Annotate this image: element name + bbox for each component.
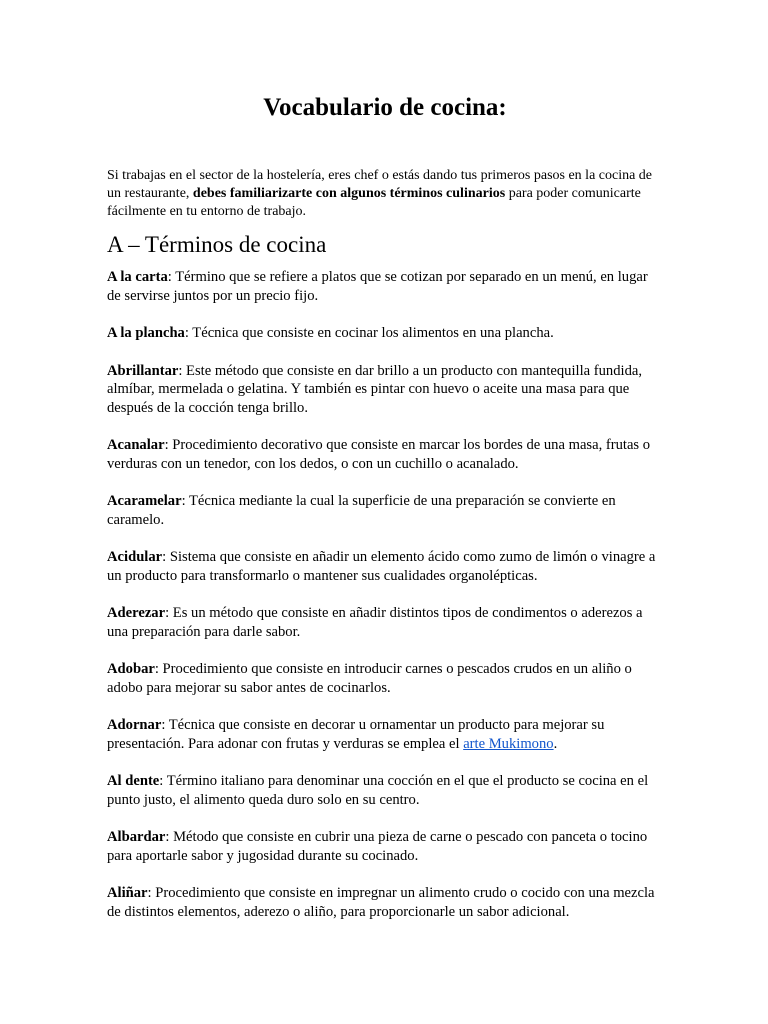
glossary-entry: [107, 716, 663, 753]
entry-term: A la carta: [107, 269, 168, 285]
entry-definition: : Término que se refiere a platos que se cotizan por separado en un menú, en lugar de servirse juntos por un precio fijo.: [107, 269, 648, 304]
intro-text-bold: debes familiarizarte con algunos términos culinarios: [192, 186, 506, 201]
entry-definition-end: .: [553, 735, 558, 752]
entry-term: Acaramelar: [107, 493, 182, 509]
entry-term: Albardar: [107, 829, 166, 845]
glossary-entry: [107, 660, 663, 697]
glossary-entry: [107, 362, 663, 418]
entry-term: Adornar: [107, 717, 162, 733]
entry-definition: : Este método que consiste en dar brillo a un producto con mantequilla fundida, almíbar, mermelada o gelatina. Y también es pintar con huevo o aceite una masa para que después de la cocción tenga brillo.: [107, 362, 642, 416]
glossary-list: [107, 268, 663, 940]
entry-definition: : Término italiano para denominar una cocción en el que el producto se cocina en el punto justo, el alimento queda duro solo en su centro.: [107, 773, 649, 808]
entry-definition: : Procedimiento que consiste en introducir carnes o pescados crudos en un aliño o adobo para mejorar su sabor antes de cocinarlos.: [107, 661, 632, 696]
intro-text-before: Si trabajas en el sector de la hostelería, eres chef o estás dando tus primeros pasos en la cocina de un restaurante,: [107, 168, 653, 201]
entry-term: Acidular: [107, 549, 163, 565]
glossary-entry: [107, 548, 663, 585]
entry-definition: : Procedimiento decorativo que consiste en marcar los bordes de una masa, frutas o verduras con un tenedor, con los dedos, o con un cuchillo o acanalado.: [107, 437, 651, 472]
entry-definition: : Método que consiste en cubrir una pieza de carne o pescado con panceta o tocino para aportarle sabor y jugosidad durante su cocinado.: [107, 829, 648, 864]
entry-term: Aliñar: [107, 885, 148, 901]
mukimono-link[interactable]: arte Mukimono: [463, 735, 554, 752]
glossary-entry: [107, 492, 663, 529]
entry-term: Adobar: [107, 661, 155, 677]
intro-paragraph: [107, 167, 663, 221]
glossary-entry: [107, 884, 663, 921]
entry-definition: : Es un método que consiste en añadir distintos tipos de condimentos o aderezos a una preparación para darle sabor.: [107, 605, 643, 640]
entry-term: Acanalar: [107, 437, 165, 453]
glossary-entry: [107, 436, 663, 473]
entry-term: A la plancha: [107, 325, 185, 341]
entry-definition: : Sistema que consiste en añadir un elemento ácido como zumo de limón o vinagre a un producto para transformarlo o mantener sus cualidades organolépticas.: [107, 549, 656, 584]
glossary-entry: [107, 324, 663, 343]
glossary-entry: [107, 604, 663, 641]
glossary-entry: [107, 268, 663, 305]
entry-term: Al dente: [107, 773, 160, 789]
entry-term: Aderezar: [107, 605, 166, 621]
entry-definition: : Técnica mediante la cual la superficie de una preparación se convierte en caramelo.: [107, 493, 616, 528]
glossary-entry: [107, 772, 663, 809]
entry-definition: : Técnica que consiste en decorar u ornamentar un producto para mejorar su presentación. Para adonar con frutas y verduras se emplea el: [107, 717, 605, 752]
section-heading: A – Términos de cocina: [107, 232, 327, 257]
entry-term: Abrillantar: [107, 362, 179, 379]
intro-text-after: para poder comunicarte fácilmente en tu entorno de trabajo.: [107, 186, 641, 219]
glossary-entry: [107, 828, 663, 865]
entry-definition: : Procedimiento que consiste en impregnar un alimento crudo o cocido con una mezcla de distintos elementos, aderezo o aliño, para proporcionarle un sabor adicional.: [107, 885, 655, 920]
entry-definition: : Técnica que consiste en cocinar los alimentos en una plancha.: [184, 325, 554, 341]
page-title: Vocabulario de cocina:: [263, 94, 507, 121]
